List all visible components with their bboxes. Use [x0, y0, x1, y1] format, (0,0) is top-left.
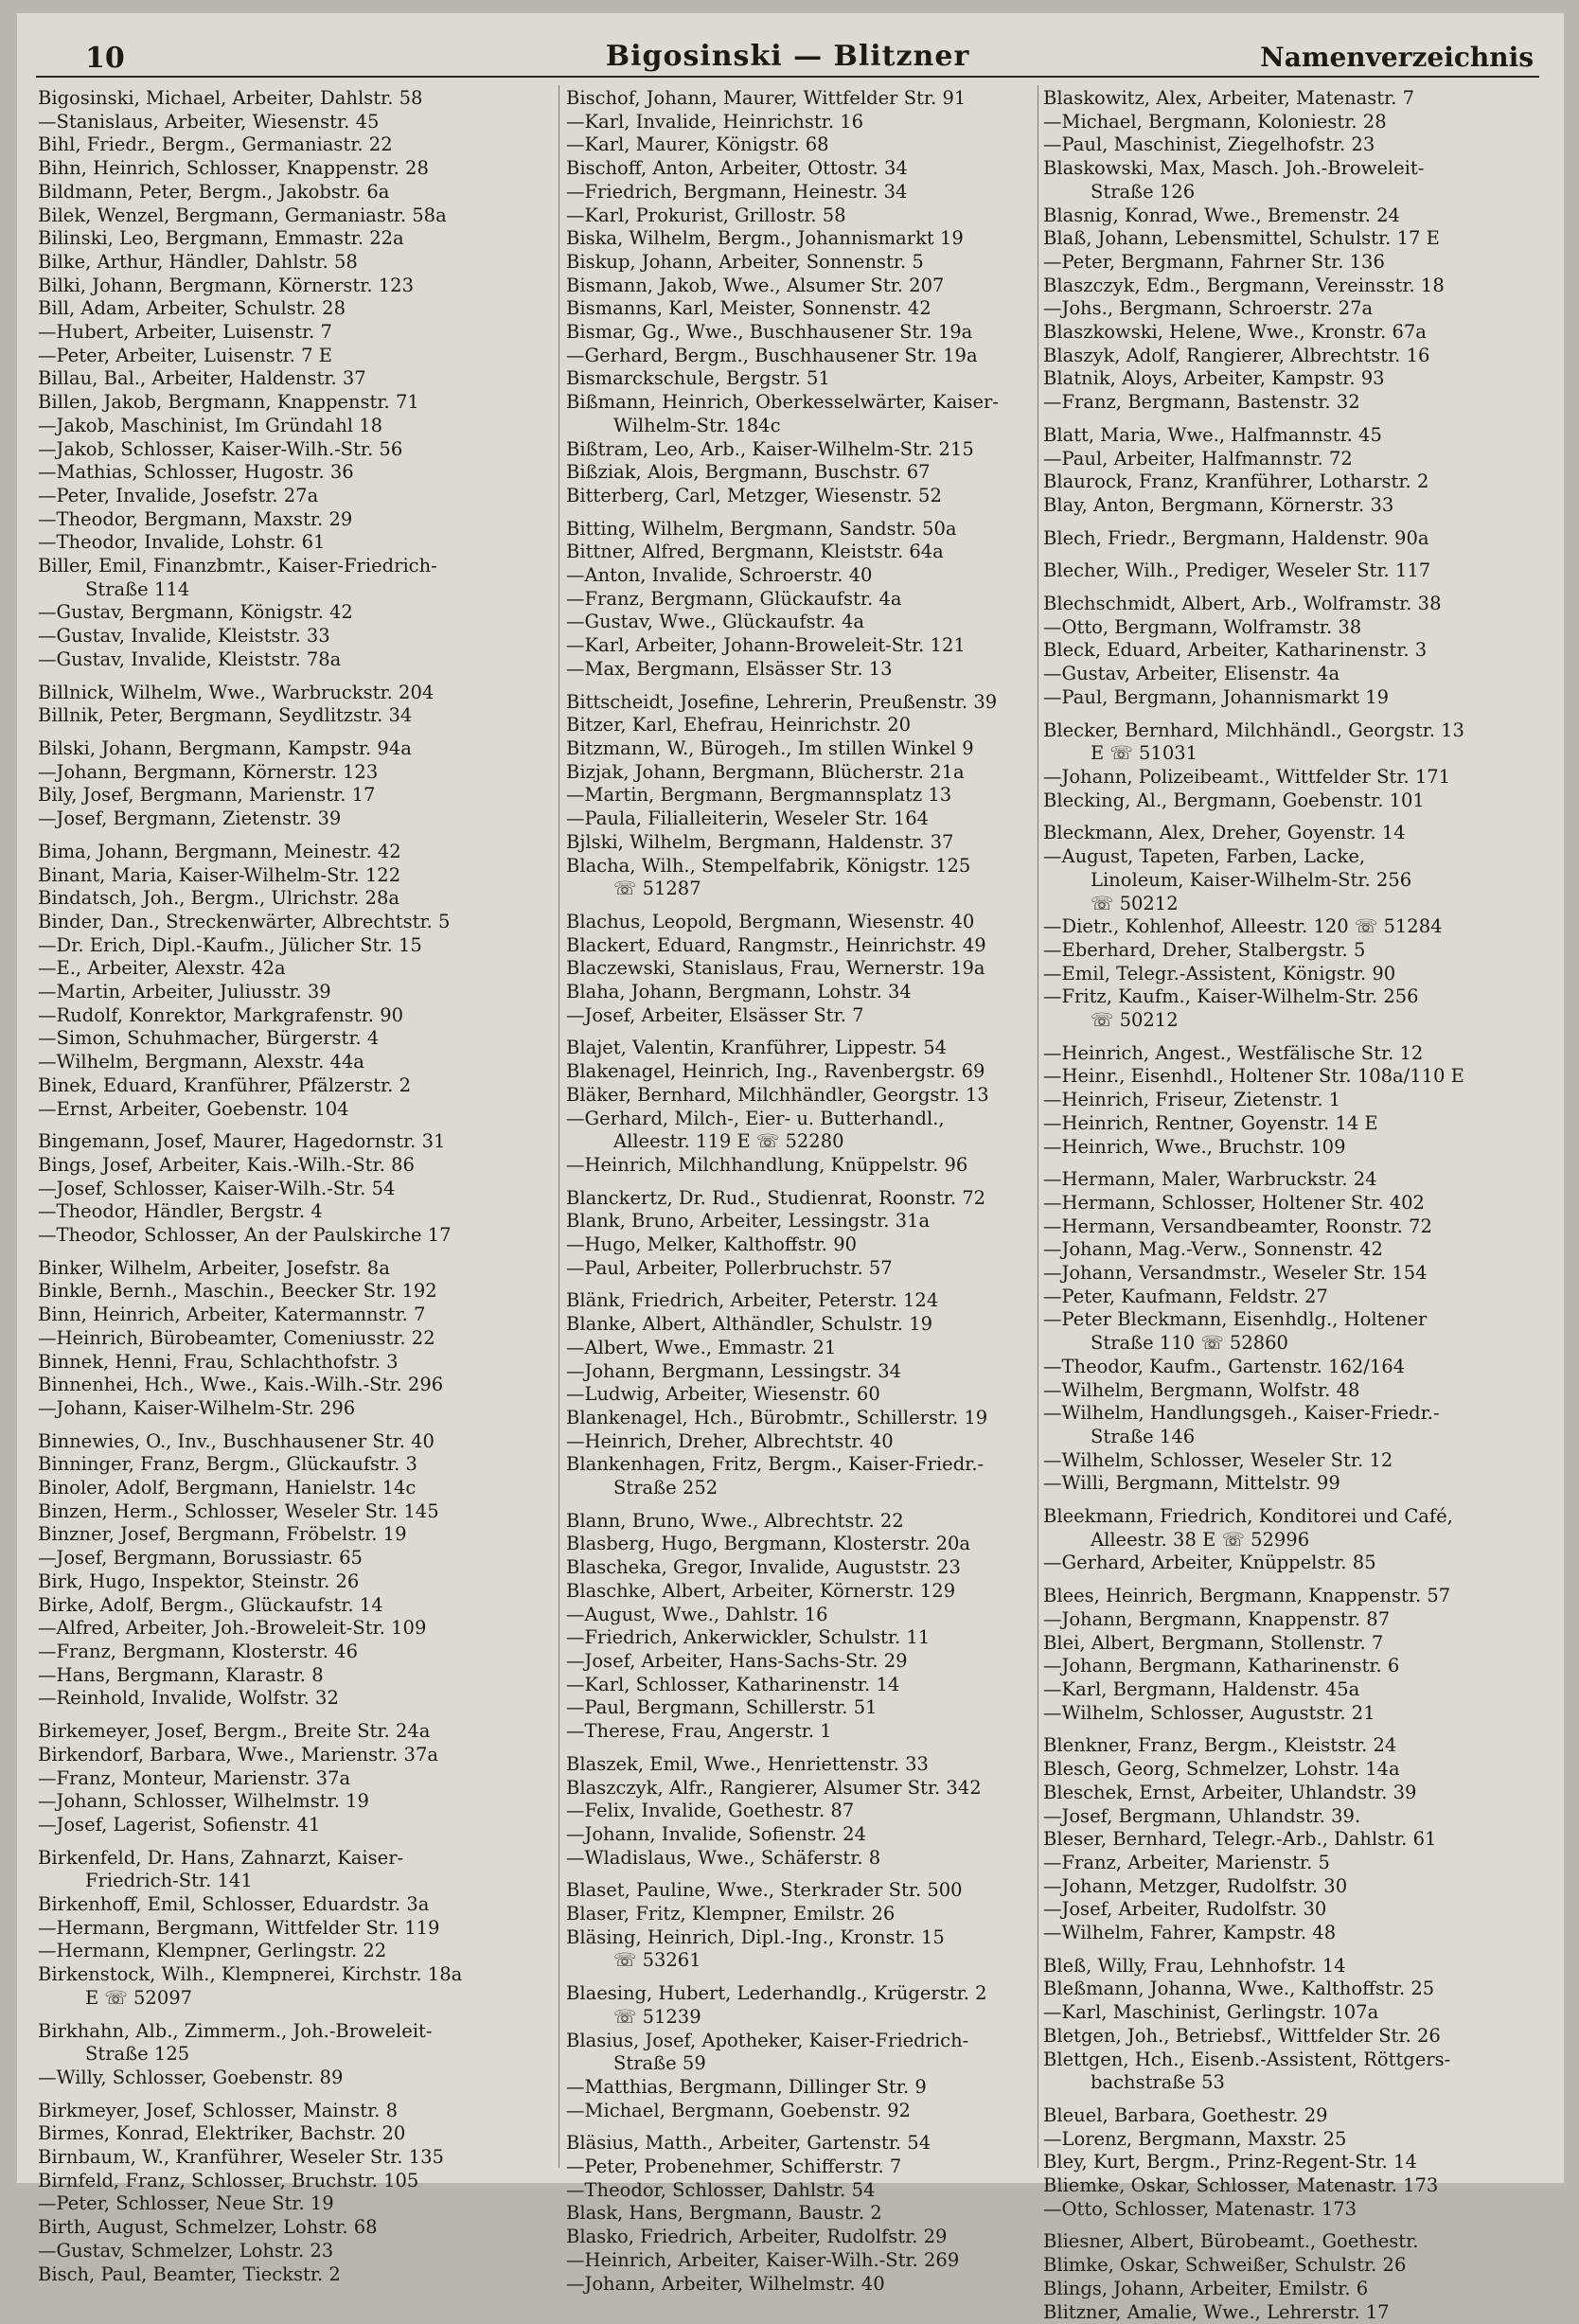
- directory-entry: Blachus, Leopold, Bergmann, Wiesenstr. 40: [566, 910, 975, 932]
- directory-entry: —Reinhold, Invalide, Wolfstr. 32: [38, 1687, 339, 1710]
- directory-entry: Bleser, Bernhard, Telegr.-Arb., Dahlstr. 61: [1043, 1828, 1437, 1851]
- directory-entry: —Karl, Maschinist, Gerlingstr. 107a: [1043, 2001, 1379, 2024]
- directory-entry: Blech, Friedr., Bergmann, Haldenstr. 90a: [1043, 526, 1429, 549]
- directory-entry: Blesch, Georg, Schmelzer, Lohstr. 14a: [1043, 1758, 1400, 1781]
- directory-entry: Blajet, Valentin, Kranführer, Lippestr. 54: [566, 1037, 948, 1059]
- directory-entry: Bletgen, Joh., Betriebsf., Wittfelder Str. 26: [1043, 2024, 1441, 2047]
- directory-entry: Birnfeld, Franz, Schlosser, Bruchstr. 105: [38, 2169, 419, 2191]
- directory-entry: —Franz, Bergmann, Glückaufstr. 4a: [566, 587, 902, 610]
- directory-entry: —Johann, Metzger, Rudolfstr. 30: [1043, 1874, 1348, 1897]
- directory-entry: Binn, Heinrich, Arbeiter, Katermannstr. 7: [38, 1304, 426, 1326]
- directory-entry: Blechschmidt, Albert, Arb., Wolframstr. 38: [1043, 593, 1442, 615]
- directory-entry: —Hermann, Klempner, Gerlingstr. 22: [38, 1940, 387, 1962]
- directory-entry: Binzner, Josef, Bergmann, Fröbelstr. 19: [38, 1523, 407, 1546]
- directory-entry: —Wilhelm, Schlosser, Auguststr. 21: [1043, 1701, 1375, 1724]
- directory-entry: Blettgen, Hch., Eisenb.-Assistent, Röttgers-: [1043, 2048, 1451, 2070]
- directory-entry: —Martin, Bergmann, Bergmannsplatz 13: [566, 784, 952, 807]
- directory-entry: Bleschek, Ernst, Arbeiter, Uhlandstr. 39: [1043, 1781, 1417, 1803]
- directory-entry: —Michael, Bergmann, Goebenstr. 92: [566, 2099, 911, 2121]
- directory-entry: Blann, Bruno, Wwe., Albrechtstr. 22: [566, 1509, 904, 1532]
- directory-entry: —Gustav, Schmelzer, Lohstr. 23: [38, 2239, 334, 2262]
- directory-entry: Bilski, Johann, Bergmann, Kampstr. 94a: [38, 736, 412, 759]
- directory-entry: —Hugo, Melker, Kalthoffstr. 90: [566, 1233, 858, 1256]
- directory-entry: —Peter, Bergmann, Fahrner Str. 136: [1043, 250, 1385, 273]
- directory-entry: Blänk, Friedrich, Arbeiter, Peterstr. 124: [566, 1289, 939, 1312]
- directory-entry: Biskup, Johann, Arbeiter, Sonnenstr. 5: [566, 250, 924, 273]
- directory-entry: —Hermann, Bergmann, Wittfelder Str. 119: [38, 1916, 440, 1939]
- entry-continuation: bachstraße 53: [1091, 2071, 1225, 2094]
- directory-entry: —Karl, Bergmann, Haldenstr. 45a: [1043, 1678, 1360, 1700]
- directory-entry: Billnik, Peter, Bergmann, Seydlitzstr. 34: [38, 704, 413, 727]
- directory-entry: —Karl, Invalide, Heinrichstr. 16: [566, 110, 864, 133]
- directory-entry: Birth, August, Schmelzer, Lohstr. 68: [38, 2216, 378, 2239]
- directory-entry: —Jakob, Schlosser, Kaiser-Wilh.-Str. 56: [38, 437, 403, 460]
- directory-entry: —Peter, Arbeiter, Luisenstr. 7 E: [38, 344, 332, 366]
- directory-entry: Blakenagel, Heinrich, Ing., Ravenbergstr. 69: [566, 1060, 985, 1083]
- directory-entry: Bläsius, Matth., Arbeiter, Gartenstr. 54: [566, 2132, 931, 2155]
- directory-entry: —Willi, Bergmann, Mittelstr. 99: [1043, 1472, 1340, 1495]
- directory-entry: Billen, Jakob, Bergmann, Knappenstr. 71: [38, 391, 419, 414]
- directory-entry: Blaha, Johann, Bergmann, Lohstr. 34: [566, 981, 912, 1003]
- directory-entry: —Johann, Bergmann, Lessingstr. 34: [566, 1359, 902, 1382]
- directory-entry: —Hermann, Maler, Warbruckstr. 24: [1043, 1168, 1377, 1191]
- directory-entry: —Peter, Schlosser, Neue Str. 19: [38, 2192, 334, 2215]
- directory-entry: Bisch, Paul, Beamter, Tieckstr. 2: [38, 2262, 341, 2285]
- directory-entry: —Dr. Erich, Dipl.-Kaufm., Jülicher Str. 15: [38, 933, 422, 956]
- directory-entry: Binzen, Herm., Schlosser, Weseler Str. 145: [38, 1499, 439, 1522]
- directory-entry: Binnenhei, Hch., Wwe., Kais.-Wilh.-Str. 296: [38, 1374, 444, 1396]
- directory-entry: —Simon, Schuhmacher, Bürgerstr. 4: [38, 1027, 380, 1050]
- entry-continuation: Straße 114: [85, 577, 190, 600]
- directory-entry: —Heinrich, Angest., Westfälische Str. 12: [1043, 1041, 1424, 1064]
- directory-entry: —Johann, Bergmann, Körnerstr. 123: [38, 760, 379, 783]
- directory-entry: Biller, Emil, Finanzbmtr., Kaiser-Friedrich-: [38, 555, 437, 577]
- directory-entry: Blacha, Wilh., Stempelfabrik, Königstr. 125: [566, 854, 971, 877]
- directory-entry: —Heinrich, Wwe., Bruchstr. 109: [1043, 1135, 1346, 1158]
- directory-entry: —Heinrich, Milchhandlung, Knüppelstr. 96: [566, 1153, 968, 1176]
- directory-entry: Biska, Wilhelm, Bergm., Johannismarkt 19: [566, 227, 964, 250]
- directory-entry: —August, Wwe., Dahlstr. 16: [566, 1603, 828, 1625]
- directory-entry: —Hermann, Schlosser, Holtener Str. 402: [1043, 1191, 1425, 1214]
- directory-entry: Blaschke, Albert, Arbeiter, Körnerstr. 129: [566, 1579, 956, 1602]
- directory-entry: Bjlski, Wilhelm, Bergmann, Haldenstr. 37: [566, 830, 954, 853]
- directory-entry: —Peter, Kaufmann, Feldstr. 27: [1043, 1285, 1328, 1307]
- directory-entry: —Ludwig, Arbeiter, Wiesenstr. 60: [566, 1383, 880, 1406]
- directory-entry: —Stanislaus, Arbeiter, Wiesenstr. 45: [38, 110, 380, 133]
- directory-entry: —Theodor, Bergmann, Maxstr. 29: [38, 507, 353, 530]
- directory-entry: Blimke, Oskar, Schweißer, Schulstr. 26: [1043, 2254, 1407, 2277]
- directory-entry: Bleß, Willy, Frau, Lehnhofstr. 14: [1043, 1954, 1346, 1977]
- directory-entry: Billau, Bal., Arbeiter, Haldenstr. 37: [38, 367, 366, 390]
- directory-entry: —Emil, Telegr.-Assistent, Königstr. 90: [1043, 962, 1396, 985]
- directory-entry: Blaszczyk, Alfr., Rangierer, Alsumer Str. 342: [566, 1776, 982, 1799]
- directory-entry: Birkenhoff, Emil, Schlosser, Eduardstr. 3a: [38, 1893, 430, 1916]
- directory-entry: —Felix, Invalide, Goethestr. 87: [566, 1800, 855, 1822]
- directory-entry: —Rudolf, Konrektor, Markgrafenstr. 90: [38, 1003, 404, 1026]
- directory-entry: —Heinrich, Dreher, Albrechtstr. 40: [566, 1429, 894, 1452]
- directory-entry: —Franz, Arbeiter, Marienstr. 5: [1043, 1851, 1330, 1873]
- directory-entry: Binek, Eduard, Kranführer, Pfälzerstr. 2: [38, 1073, 411, 1096]
- entry-continuation: Straße 125: [85, 2043, 190, 2066]
- directory-entry: Blasius, Josef, Apotheker, Kaiser-Friedrich-: [566, 2029, 969, 2051]
- directory-entry: Blay, Anton, Bergmann, Körnerstr. 33: [1043, 493, 1394, 516]
- directory-entry: Bingemann, Josef, Maurer, Hagedornstr. 31: [38, 1130, 446, 1153]
- directory-entry: —Karl, Arbeiter, Johann-Broweleit-Str. 121: [566, 634, 966, 657]
- directory-entry: Bischof, Johann, Maurer, Wittfelder Str. 91: [566, 87, 967, 109]
- directory-entry: Binker, Wilhelm, Arbeiter, Josefstr. 8a: [38, 1256, 390, 1279]
- directory-entry: Blenkner, Franz, Bergm., Kleiststr. 24: [1043, 1734, 1397, 1757]
- entry-continuation: Linoleum, Kaiser-Wilhelm-Str. 256: [1091, 868, 1412, 891]
- directory-entry: —Franz, Bergmann, Klosterstr. 46: [38, 1641, 358, 1662]
- directory-entry: Birkenfeld, Dr. Hans, Zahnarzt, Kaiser-: [38, 1846, 404, 1869]
- directory-entry: —Franz, Monteur, Marienstr. 37a: [38, 1766, 351, 1789]
- directory-entry: —Hubert, Arbeiter, Luisenstr. 7: [38, 321, 332, 344]
- directory-entry: —Hermann, Versandbeamter, Roonstr. 72: [1043, 1215, 1432, 1237]
- directory-entry: —Lorenz, Bergmann, Maxstr. 25: [1043, 2127, 1347, 2150]
- directory-entry: —Johann, Bergmann, Katharinenstr. 6: [1043, 1655, 1400, 1677]
- directory-entry: Bitzmann, W., Bürogeh., Im stillen Winkel 9: [566, 736, 974, 759]
- directory-entry: Blees, Heinrich, Bergmann, Knappenstr. 57: [1043, 1585, 1451, 1607]
- directory-entry: —Gustav, Wwe., Glückaufstr. 4a: [566, 611, 865, 633]
- directory-entry: Bitting, Wilhelm, Bergmann, Sandstr. 50a: [566, 517, 957, 540]
- directory-entry: Blasnig, Konrad, Wwe., Bremenstr. 24: [1043, 204, 1400, 226]
- entry-continuation: Friedrich-Str. 141: [85, 1870, 253, 1892]
- directory-entry: —Peter Bleckmann, Eisenhdlg., Holtener: [1043, 1308, 1428, 1331]
- directory-entry: —Johann, Invalide, Sofienstr. 24: [566, 1822, 866, 1845]
- directory-entry: Blask, Hans, Bergmann, Baustr. 2: [566, 2202, 882, 2225]
- directory-entry: —Karl, Maurer, Königstr. 68: [566, 133, 829, 156]
- directory-entry: Blaczewski, Stanislaus, Frau, Wernerstr. 19a: [566, 957, 985, 980]
- directory-entry: Blascheka, Gregor, Invalide, Auguststr. 23: [566, 1556, 961, 1579]
- directory-entry: Bleckmann, Alex, Dreher, Goyenstr. 14: [1043, 822, 1406, 844]
- directory-entry: —Josef, Arbeiter, Elsässer Str. 7: [566, 1003, 864, 1026]
- directory-entry: —Josef, Schlosser, Kaiser-Wilh.-Str. 54: [38, 1177, 396, 1199]
- entry-continuation: Wilhelm-Str. 184c: [613, 414, 781, 436]
- entry-continuation: ☏ 50212: [1091, 892, 1179, 914]
- directory-entry: Bläsing, Heinrich, Dipl.-Ing., Kronstr. 15: [566, 1925, 945, 1948]
- directory-entry: Birkhahn, Alb., Zimmerm., Joh.-Broweleit-: [38, 2019, 433, 2042]
- directory-entry: Bitterberg, Carl, Metzger, Wiesenstr. 52: [566, 484, 942, 506]
- directory-entry: —Johann, Versandmstr., Weseler Str. 154: [1043, 1262, 1428, 1285]
- directory-entry: Blaskowski, Max, Masch. Joh.-Broweleit-: [1043, 157, 1425, 180]
- entry-continuation: Straße 252: [613, 1477, 719, 1499]
- directory-entry: Bilki, Johann, Bergmann, Körnerstr. 123: [38, 274, 414, 296]
- directory-entry: Bleck, Eduard, Arbeiter, Katharinenstr. 3: [1043, 639, 1428, 662]
- directory-entry: —Heinrich, Rentner, Goyenstr. 14 E: [1043, 1111, 1378, 1134]
- directory-entry: Blings, Johann, Arbeiter, Emilstr. 6: [1043, 2277, 1369, 2299]
- entry-continuation: ☏ 53261: [613, 1949, 701, 1972]
- entry-continuation: E ☏ 51031: [1091, 742, 1198, 765]
- directory-entry: —Theodor, Schlosser, An der Paulskirche 17: [38, 1224, 452, 1247]
- directory-entry: —Friedrich, Bergmann, Heinestr. 34: [566, 180, 908, 203]
- directory-entry: Bismar, Gg., Wwe., Buschhausener Str. 19a: [566, 321, 973, 344]
- directory-entry: Bismann, Jakob, Wwe., Alsumer Str. 207: [566, 274, 945, 296]
- directory-entry: —Johann, Bergmann, Knappenstr. 87: [1043, 1607, 1391, 1630]
- directory-entry: Binant, Maria, Kaiser-Wilhelm-Str. 122: [38, 863, 401, 886]
- entry-continuation: E ☏ 52097: [85, 1986, 193, 2009]
- directory-entry: Blatnik, Aloys, Arbeiter, Kampstr. 93: [1043, 367, 1385, 390]
- directory-entry: Blaesing, Hubert, Lederhandlg., Krügerstr. 2: [566, 1982, 987, 2005]
- directory-entry: —Therese, Frau, Angerstr. 1: [566, 1720, 832, 1743]
- directory-entry: Bily, Josef, Bergmann, Marienstr. 17: [38, 784, 376, 807]
- directory-entry: Blecking, Al., Bergmann, Goebenstr. 101: [1043, 789, 1425, 811]
- directory-entry: Bittner, Alfred, Bergmann, Kleiststr. 64a: [566, 541, 944, 563]
- directory-entry: —Franz, Bergmann, Bastenstr. 32: [1043, 391, 1360, 414]
- directory-entry: Bleßmann, Johanna, Wwe., Kalthoffstr. 25: [1043, 1978, 1435, 2000]
- directory-entry: —Martin, Arbeiter, Juliusstr. 39: [38, 981, 331, 1003]
- directory-entry: —Theodor, Händler, Bergstr. 4: [38, 1200, 323, 1223]
- directory-entry: —Paul, Bergmann, Schillerstr. 51: [566, 1696, 878, 1719]
- directory-entry: Bima, Johann, Bergmann, Meinestr. 42: [38, 840, 401, 862]
- directory-entry: Blaser, Fritz, Klempner, Emilstr. 26: [566, 1903, 896, 1925]
- directory-entry: Billnick, Wilhelm, Wwe., Warbruckstr. 204: [38, 681, 435, 703]
- entry-continuation: Alleestr. 119 E ☏ 52280: [613, 1130, 844, 1153]
- directory-entry: —Heinrich, Bürobeamter, Comeniusstr. 22: [38, 1326, 435, 1349]
- directory-entry: —Ernst, Arbeiter, Goebenstr. 104: [38, 1097, 349, 1120]
- entry-continuation: Alleestr. 38 E ☏ 52996: [1091, 1528, 1310, 1551]
- directory-entry: Blaszek, Emil, Wwe., Henriettenstr. 33: [566, 1752, 929, 1775]
- directory-entry: —Theodor, Kaufm., Gartenstr. 162/164: [1043, 1355, 1406, 1377]
- directory-entry: Blaszkowski, Helene, Wwe., Kronstr. 67a: [1043, 321, 1427, 344]
- directory-entry: —E., Arbeiter, Alexstr. 42a: [38, 957, 286, 980]
- entry-continuation: Straße 59: [613, 2052, 706, 2075]
- directory-entry: Bildmann, Peter, Bergm., Jakobstr. 6a: [38, 180, 390, 203]
- directory-entry: Bischoff, Anton, Arbeiter, Ottostr. 34: [566, 157, 908, 180]
- entry-continuation: ☏ 50212: [1091, 1009, 1179, 1032]
- directory-entry: —Heinrich, Arbeiter, Kaiser-Wilh.-Str. 269: [566, 2248, 960, 2271]
- directory-entry: Blecker, Bernhard, Milchhändl., Georgstr. 13: [1043, 718, 1464, 741]
- directory-entry: Blaurock, Franz, Kranführer, Lotharstr. 2: [1043, 470, 1429, 493]
- directory-entry: —Karl, Prokurist, Grillostr. 58: [566, 204, 846, 226]
- directory-entry: —Johann, Polizeibeamt., Wittfelder Str. 171: [1043, 765, 1451, 788]
- directory-entry: —Gustav, Arbeiter, Elisenstr. 4a: [1043, 663, 1340, 685]
- directory-entry: —Josef, Lagerist, Sofienstr. 41: [38, 1813, 321, 1836]
- entry-continuation: Straße 146: [1091, 1425, 1196, 1447]
- directory-entry: Bings, Josef, Arbeiter, Kais.-Wilh.-Str. 86: [38, 1153, 415, 1176]
- directory-column-1: [38, 87, 549, 2286]
- directory-entry: Blatt, Maria, Wwe., Halfmannstr. 45: [1043, 423, 1382, 446]
- directory-entry: —Willy, Schlosser, Goebenstr. 89: [38, 2066, 344, 2088]
- directory-entry: Bißziak, Alois, Bergmann, Buschstr. 67: [566, 461, 931, 484]
- directory-entry: —Wilhelm, Schlosser, Weseler Str. 12: [1043, 1448, 1393, 1471]
- directory-entry: Blankenagel, Hch., Bürobmtr., Schillerstr. 19: [566, 1406, 988, 1428]
- directory-entry: Blitzner, Amalie, Wwe., Lehrerstr. 17: [1043, 2300, 1390, 2323]
- directory-entry: Binnewies, O., Inv., Buschhausener Str. 40: [38, 1429, 435, 1452]
- directory-entry: Blaszyk, Adolf, Rangierer, Albrechtstr. 16: [1043, 344, 1430, 366]
- directory-entry: Bliesner, Albert, Bürobeamt., Goethestr.: [1043, 2230, 1419, 2253]
- directory-entry: —Friedrich, Ankerwickler, Schulstr. 11: [566, 1626, 931, 1649]
- directory-entry: Bihn, Heinrich, Schlosser, Knappenstr. 28: [38, 157, 429, 180]
- directory-entry: —Gerhard, Arbeiter, Knüppelstr. 85: [1043, 1552, 1376, 1574]
- directory-entry: Bißtram, Leo, Arb., Kaiser-Wilhelm-Str. 215: [566, 437, 974, 460]
- directory-entry: —Johs., Bergmann, Schroerstr. 27a: [1043, 297, 1374, 320]
- directory-entry: Blaskowitz, Alex, Arbeiter, Matenastr. 7: [1043, 87, 1415, 109]
- directory-entry: Birkemeyer, Josef, Bergm., Breite Str. 24a: [38, 1720, 431, 1743]
- directory-entry: —Paul, Bergmann, Johannismarkt 19: [1043, 685, 1390, 708]
- directory-entry: Binkle, Bernh., Maschin., Beecker Str. 192: [38, 1280, 437, 1303]
- directory-column-2: [566, 87, 1039, 2296]
- directory-entry: Binnek, Henni, Frau, Schlachthofstr. 3: [38, 1350, 399, 1373]
- directory-entry: Blaset, Pauline, Wwe., Sterkrader Str. 500: [566, 1879, 963, 1902]
- directory-entry: —Johann, Mag.-Verw., Sonnenstr. 42: [1043, 1238, 1383, 1261]
- directory-entry: Blasko, Friedrich, Arbeiter, Rudolfstr. 29: [566, 2226, 948, 2248]
- directory-entry: Bihl, Friedr., Bergm., Germaniastr. 22: [38, 133, 393, 156]
- entry-continuation: ☏ 51287: [613, 878, 701, 900]
- entry-continuation: ☏ 51239: [613, 2005, 701, 2028]
- directory-entry: —Heinrich, Friseur, Zietenstr. 1: [1043, 1089, 1341, 1111]
- directory-entry: Blank, Bruno, Arbeiter, Lessingstr. 31a: [566, 1210, 931, 1233]
- directory-entry: Bläker, Bernhard, Milchhändler, Georgstr. 13: [566, 1083, 989, 1106]
- directory-entry: —Gustav, Invalide, Kleiststr. 78a: [38, 648, 342, 670]
- directory-page: [17, 13, 1564, 2323]
- directory-entry: Bittscheidt, Josefine, Lehrerin, Preußenstr. 39: [566, 690, 998, 713]
- directory-entry: Birkendorf, Barbara, Wwe., Marienstr. 37a: [38, 1743, 438, 1765]
- directory-entry: —Karl, Schlosser, Katharinenstr. 14: [566, 1673, 900, 1695]
- directory-entry: —Alfred, Arbeiter, Joh.-Broweleit-Str. 109: [38, 1617, 427, 1640]
- directory-entry: —Otto, Schlosser, Matenastr. 173: [1043, 2197, 1357, 2220]
- directory-entry: Blankenhagen, Fritz, Bergm., Kaiser-Friedr.-: [566, 1453, 985, 1476]
- directory-entry: Blanke, Albert, Althändler, Schulstr. 19: [566, 1313, 933, 1336]
- directory-entry: —Hans, Bergmann, Klarastr. 8: [38, 1663, 324, 1686]
- directory-entry: Bitzer, Karl, Ehefrau, Heinrichstr. 20: [566, 714, 912, 736]
- directory-entry: Bizjak, Johann, Bergmann, Blücherstr. 21a: [566, 760, 965, 783]
- directory-entry: —Michael, Bergmann, Koloniestr. 28: [1043, 110, 1387, 133]
- directory-entry: Bleuel, Barbara, Goethestr. 29: [1043, 2103, 1328, 2126]
- directory-entry: Birmes, Konrad, Elektriker, Bachstr. 20: [38, 2122, 406, 2145]
- section-title: Namenverzeichnis: [1260, 42, 1534, 73]
- directory-entry: —Johann, Kaiser-Wilhelm-Str. 296: [38, 1396, 356, 1419]
- directory-entry: Blei, Albert, Bergmann, Stollenstr. 7: [1043, 1631, 1384, 1654]
- directory-entry: —Gustav, Bergmann, Königstr. 42: [38, 601, 353, 624]
- directory-entry: —Josef, Bergmann, Zietenstr. 39: [38, 807, 342, 830]
- directory-entry: Birkenstock, Wilh., Klempnerei, Kirchstr. 18a: [38, 1963, 463, 1986]
- directory-entry: —Matthias, Bergmann, Dillinger Str. 9: [566, 2075, 927, 2098]
- directory-entry: —Otto, Bergmann, Wolframstr. 38: [1043, 615, 1362, 638]
- directory-entry: —Peter, Invalide, Josefstr. 27a: [38, 484, 319, 506]
- directory-entry: —Paul, Maschinist, Ziegelhofstr. 23: [1043, 133, 1375, 156]
- directory-entry: Bliemke, Oskar, Schlosser, Matenastr. 173: [1043, 2174, 1439, 2197]
- directory-entry: Bilke, Arthur, Händler, Dahlstr. 58: [38, 250, 358, 273]
- directory-entry: —Peter, Probenehmer, Schifferstr. 7: [566, 2155, 902, 2178]
- directory-entry: Birkmeyer, Josef, Schlosser, Mainstr. 8: [38, 2099, 399, 2121]
- directory-entry: —Wladislaus, Wwe., Schäferstr. 8: [566, 1846, 881, 1869]
- directory-entry: —Wilhelm, Handlungsgeh., Kaiser-Friedr.-: [1043, 1402, 1440, 1425]
- directory-entry: —Wilhelm, Bergmann, Alexstr. 44a: [38, 1051, 364, 1073]
- directory-entry: Birk, Hugo, Inspektor, Steinstr. 26: [38, 1570, 360, 1592]
- directory-entry: —Mathias, Schlosser, Hugostr. 36: [38, 461, 354, 484]
- directory-entry: —Paula, Filialleiterin, Weseler Str. 164: [566, 807, 930, 830]
- directory-entry: —Gustav, Invalide, Kleiststr. 33: [38, 625, 330, 648]
- directory-entry: Bigosinski, Michael, Arbeiter, Dahlstr. 58: [38, 87, 423, 109]
- page-header: [36, 34, 1539, 78]
- directory-entry: Birke, Adolf, Bergm., Glückaufstr. 14: [38, 1593, 383, 1616]
- directory-entry: —Theodor, Invalide, Lohstr. 61: [38, 531, 326, 554]
- directory-entry: Binder, Dan., Streckenwärter, Albrechtstr. 5: [38, 910, 451, 932]
- directory-entry: —Eberhard, Dreher, Stalbergstr. 5: [1043, 938, 1366, 961]
- directory-entry: —Jakob, Maschinist, Im Gründahl 18: [38, 414, 383, 436]
- directory-entry: —Heinr., Eisenhdl., Holtener Str. 108a/110 E: [1043, 1065, 1464, 1088]
- directory-entry: —Gerhard, Milch-, Eier- u. Butterhandl.,: [566, 1107, 945, 1129]
- directory-entry: Blaszczyk, Edm., Bergmann, Vereinsstr. 18: [1043, 274, 1445, 296]
- directory-column-3: [1043, 87, 1554, 2324]
- directory-entry: —Theodor, Schlosser, Dahlstr. 54: [566, 2178, 876, 2201]
- directory-entry: —Josef, Arbeiter, Hans-Sachs-Str. 29: [566, 1650, 908, 1672]
- directory-entry: Bindatsch, Joh., Bergm., Ulrichstr. 28a: [38, 887, 399, 910]
- running-title: Bigosinski — Blitzner: [605, 40, 970, 73]
- directory-entry: —Anton, Invalide, Schroerstr. 40: [566, 564, 873, 587]
- directory-entry: —Johann, Schlosser, Wilhelmstr. 19: [38, 1790, 369, 1813]
- directory-entry: Blasberg, Hugo, Bergmann, Klosterstr. 20a: [566, 1533, 971, 1555]
- directory-entry: Blecher, Wilh., Prediger, Weseler Str. 117: [1043, 559, 1431, 582]
- directory-entry: —Paul, Arbeiter, Pollerbruchstr. 57: [566, 1256, 893, 1279]
- entry-continuation: Straße 126: [1091, 180, 1196, 203]
- directory-entry: —Dietr., Kohlenhof, Alleestr. 120 ☏ 51284: [1043, 915, 1443, 938]
- directory-entry: Bißmann, Heinrich, Oberkesselwärter, Kaiser-: [566, 391, 999, 414]
- directory-entry: Bilinski, Leo, Bergmann, Emmastr. 22a: [38, 227, 404, 250]
- directory-entry: —Josef, Bergmann, Uhlandstr. 39.: [1043, 1804, 1361, 1827]
- directory-entry: Birnbaum, W., Kranführer, Weseler Str. 135: [38, 2146, 444, 2169]
- directory-entry: Binninger, Franz, Bergm., Glückaufstr. 3: [38, 1453, 417, 1476]
- entry-continuation: Straße 110 ☏ 52860: [1091, 1332, 1288, 1355]
- directory-entry: —Wilhelm, Bergmann, Wolfstr. 48: [1043, 1378, 1360, 1401]
- directory-entry: Bismarckschule, Bergstr. 51: [566, 367, 830, 390]
- directory-entry: Blanckertz, Dr. Rud., Studienrat, Roonstr. 72: [566, 1186, 986, 1209]
- directory-entry: Bill, Adam, Arbeiter, Schulstr. 28: [38, 297, 346, 320]
- directory-entry: —Josef, Arbeiter, Rudolfstr. 30: [1043, 1898, 1327, 1921]
- directory-entry: Bismanns, Karl, Meister, Sonnenstr. 42: [566, 297, 931, 320]
- directory-entry: —Gerhard, Bergm., Buschhausener Str. 19a: [566, 344, 978, 366]
- directory-entry: —August, Tapeten, Farben, Lacke,: [1043, 845, 1366, 868]
- directory-entry: Bleekmann, Friedrich, Konditorei und Café,: [1043, 1505, 1453, 1528]
- directory-entry: Binoler, Adolf, Bergmann, Hanielstr. 14c: [38, 1477, 417, 1499]
- directory-entry: Bley, Kurt, Bergm., Prinz-Regent-Str. 14: [1043, 2151, 1417, 2173]
- directory-entry: —Fritz, Kaufm., Kaiser-Wilhelm-Str. 256: [1043, 985, 1419, 1008]
- directory-entry: —Paul, Arbeiter, Halfmannstr. 72: [1043, 447, 1353, 470]
- directory-entry: Blackert, Eduard, Rangmstr., Heinrichstr. 49: [566, 933, 986, 956]
- directory-entry: Blaß, Johann, Lebensmittel, Schulstr. 17 E: [1043, 227, 1440, 250]
- directory-entry: —Albert, Wwe., Emmastr. 21: [566, 1336, 837, 1358]
- page-number: 10: [85, 42, 125, 75]
- directory-entry: —Johann, Arbeiter, Wilhelmstr. 40: [566, 2272, 885, 2295]
- directory-entry: —Josef, Bergmann, Borussiastr. 65: [38, 1547, 363, 1570]
- directory-entry: Bilek, Wenzel, Bergmann, Germaniastr. 58a: [38, 204, 447, 226]
- directory-entry: —Max, Bergmann, Elsässer Str. 13: [566, 657, 893, 680]
- directory-entry: —Wilhelm, Fahrer, Kampstr. 48: [1043, 1922, 1337, 1944]
